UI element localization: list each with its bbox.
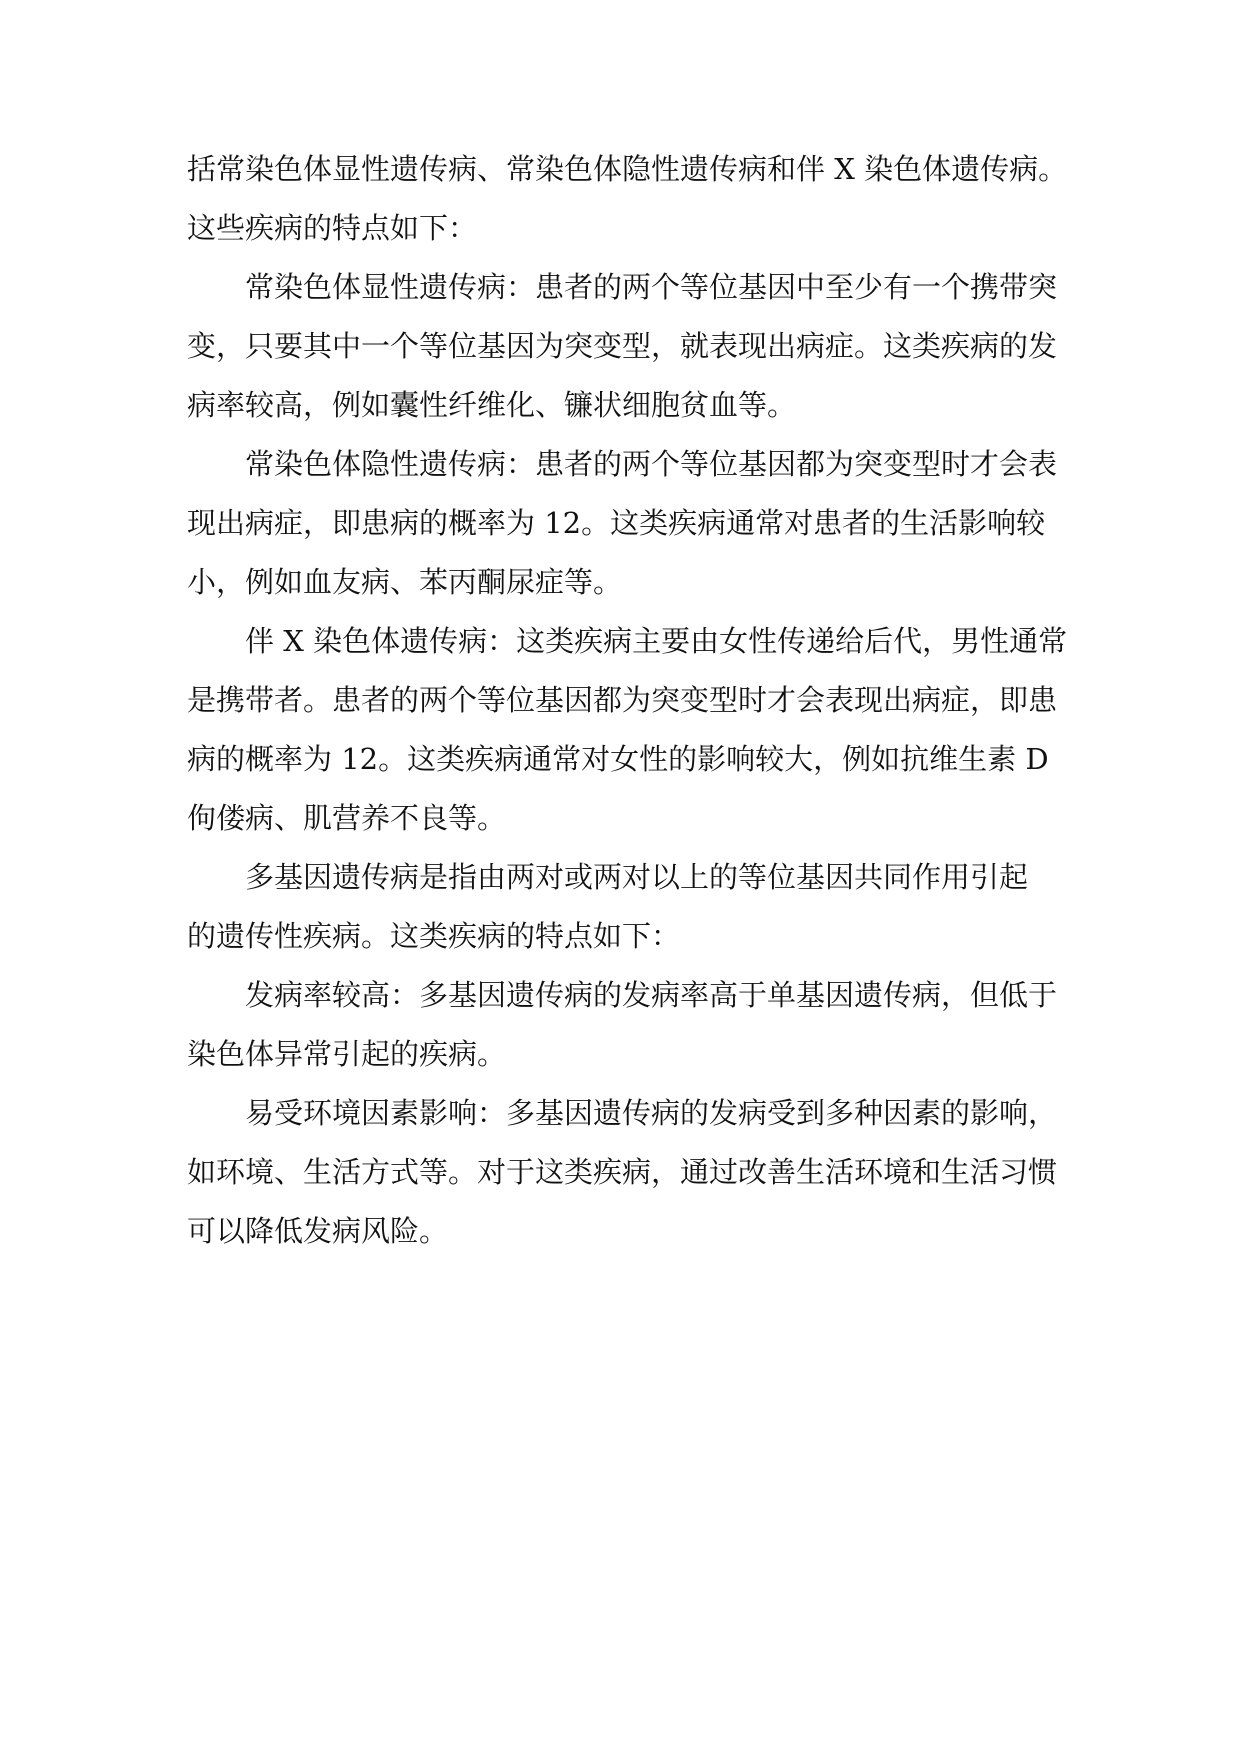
- text-line: 的遗传性疾病。这类疾病的特点如下：: [187, 919, 681, 953]
- text-line: 病的概率为 12。这类疾病通常对女性的影响较大，例如抗维生素 D: [187, 742, 1049, 776]
- text-line: 染色体异常引起的疾病。: [187, 1037, 507, 1071]
- text-line: 多基因遗传病是指由两对或两对以上的等位基因共同作用引起: [245, 860, 1029, 894]
- text-line: 易受环境因素影响：多基因遗传病的发病受到多种因素的影响，: [245, 1096, 1058, 1130]
- text-line: 可以降低发病风险。: [187, 1214, 449, 1248]
- text-line: 如环境、生活方式等。对于这类疾病，通过改善生活环境和生活习惯: [187, 1155, 1058, 1189]
- text-line: 常染色体显性遗传病：患者的两个等位基因中至少有一个携带突: [245, 270, 1058, 304]
- text-line: 括常染色体显性遗传病、常染色体隐性遗传病和伴 X 染色体遗传病。: [187, 152, 1068, 186]
- text-line: 小，例如血友病、苯丙酮尿症等。: [187, 565, 623, 599]
- text-line: 病率较高，例如囊性纤维化、镰状细胞贫血等。: [187, 388, 797, 422]
- text-line: 现出病症，即患病的概率为 12。这类疾病通常对患者的生活影响较: [187, 506, 1046, 540]
- text-line: 佝偻病、肌营养不良等。: [187, 801, 507, 835]
- text-line: 伴 X 染色体遗传病：这类疾病主要由女性传递给后代，男性通常: [245, 624, 1068, 658]
- text-line: 常染色体隐性遗传病：患者的两个等位基因都为突变型时才会表: [245, 447, 1058, 481]
- text-line: 变，只要其中一个等位基因为突变型，就表现出病症。这类疾病的发: [187, 329, 1058, 363]
- text-line: 发病率较高：多基因遗传病的发病率高于单基因遗传病，但低于: [245, 978, 1058, 1012]
- body-text: [187, 140, 1068, 1261]
- text-line: 这些疾病的特点如下：: [187, 211, 478, 245]
- text-line: 是携带者。患者的两个等位基因都为突变型时才会表现出病症，即患: [187, 683, 1058, 717]
